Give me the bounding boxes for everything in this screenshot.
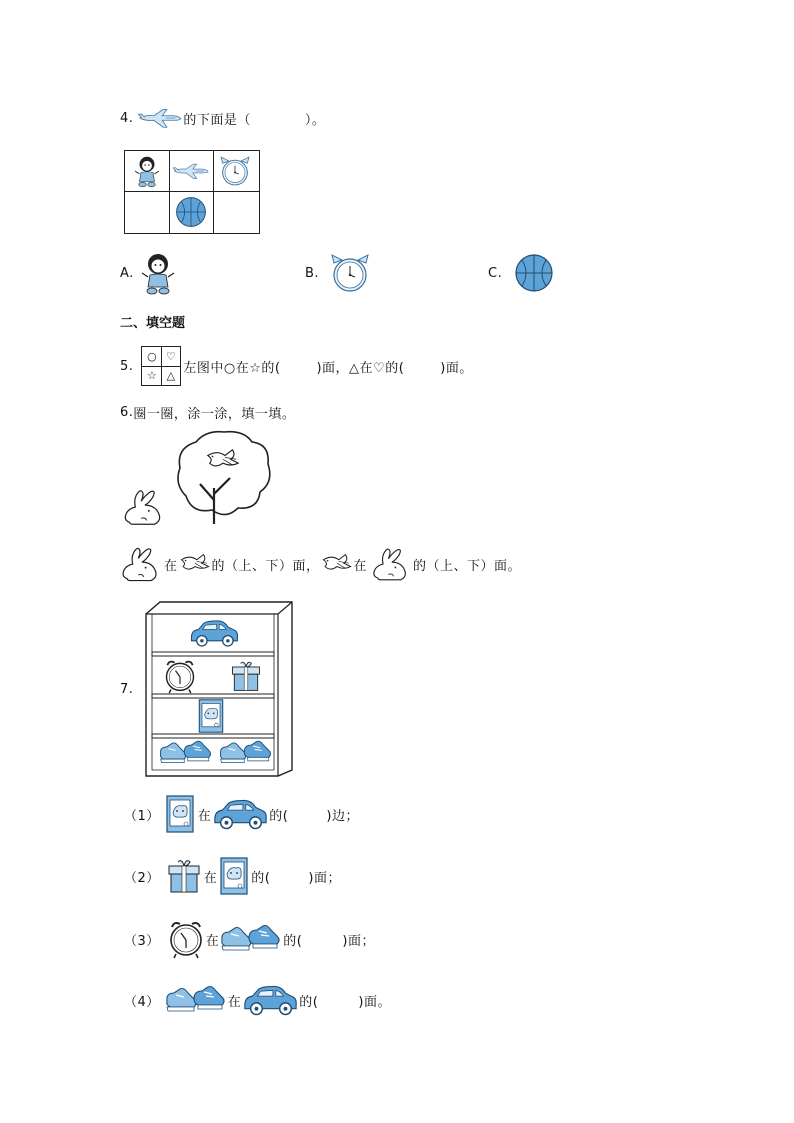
shoes-icon — [164, 983, 228, 1017]
q7-item-number: （1） — [124, 808, 160, 824]
basketball-icon — [175, 196, 207, 228]
choice-c-label: C. — [488, 265, 503, 281]
q7-tail-a: 的( — [251, 870, 271, 886]
section-heading: 二、填空题 — [120, 316, 186, 331]
q5-text-a: 左图中○在☆的( — [183, 360, 281, 376]
bookshelf — [144, 600, 294, 780]
q4-position-grid — [124, 150, 260, 234]
q7-tail-a: 的( — [269, 808, 289, 824]
q7-item-3 — [124, 918, 375, 960]
tree-scene — [174, 428, 274, 528]
choice-b-label: B. — [305, 265, 320, 281]
q7-tail-a: 的( — [283, 933, 303, 949]
gift-box-icon — [164, 855, 204, 897]
q5-line — [120, 346, 473, 386]
bird-icon — [320, 550, 354, 578]
q6-number: 6. — [120, 404, 134, 420]
choice-a-label: A. — [120, 265, 134, 281]
car-icon — [241, 983, 299, 1017]
rabbit-icon — [369, 541, 413, 587]
q4-number: 4. — [120, 110, 134, 126]
book-icon — [162, 794, 198, 834]
q6-title: 圈一圈，涂一涂，填一填。 — [133, 406, 296, 422]
q7-in: 在 — [197, 808, 212, 824]
q7-tail-a: 的( — [299, 994, 319, 1010]
grid-triangle: △ — [166, 369, 176, 382]
q6-end[interactable]: 的（上、下）面。 — [413, 558, 522, 574]
basketball-icon — [514, 253, 554, 293]
rabbit-icon — [120, 484, 168, 530]
grid-circle: ○ — [147, 350, 157, 363]
q6-mid[interactable]: 的（上、下）面， — [211, 558, 320, 574]
cat-clock-icon — [327, 253, 373, 293]
q7-item-number: （2） — [124, 870, 160, 886]
doll-icon — [132, 154, 162, 188]
book-icon — [217, 856, 251, 896]
q6-in-2: 在 — [353, 558, 368, 574]
q7-tail-b: )面； — [308, 870, 341, 886]
q5-text-c: )面。 — [440, 360, 473, 376]
q5-number: 5. — [120, 358, 134, 374]
grid-star: ☆ — [146, 369, 157, 382]
q7-item-number: （4） — [124, 994, 160, 1010]
q4-choice-a[interactable] — [120, 250, 178, 296]
q7-item-number: （3） — [124, 933, 160, 949]
q7-in: 在 — [203, 870, 218, 886]
grid-heart: ♡ — [165, 350, 176, 363]
q7-tail-b: )面。 — [358, 994, 391, 1010]
q7-item-1 — [124, 794, 359, 834]
q6-sentence — [118, 540, 521, 588]
book-icon — [199, 700, 222, 732]
q6-in-1: 在 — [164, 558, 178, 574]
q4-line — [120, 104, 325, 132]
car-icon — [211, 797, 269, 831]
q7-item-4 — [124, 980, 391, 1020]
q7-in: 在 — [205, 933, 220, 949]
q7-tail-b: )面； — [342, 933, 375, 949]
q4-choice-c[interactable] — [488, 252, 554, 294]
q6-title-line — [120, 402, 295, 422]
cat-clock-icon — [218, 155, 252, 187]
q7-tail-b: )边； — [326, 808, 359, 824]
q7-item-2 — [124, 854, 341, 898]
airplane-icon — [172, 160, 210, 182]
rabbit-icon — [118, 541, 164, 587]
doll-icon — [138, 251, 178, 295]
airplane-icon — [137, 105, 183, 131]
q7-number: 7. — [120, 682, 134, 697]
alarm-clock-icon — [166, 919, 206, 959]
q4-prompt: 的下面是（ ）。 — [183, 112, 326, 128]
q4-choice-b[interactable] — [305, 252, 373, 294]
q5-text-b: )面，△在♡的( — [316, 360, 405, 376]
symbol-grid — [141, 346, 181, 386]
q7-in: 在 — [227, 994, 242, 1010]
shoes-icon — [219, 922, 283, 956]
bird-icon — [178, 550, 212, 578]
